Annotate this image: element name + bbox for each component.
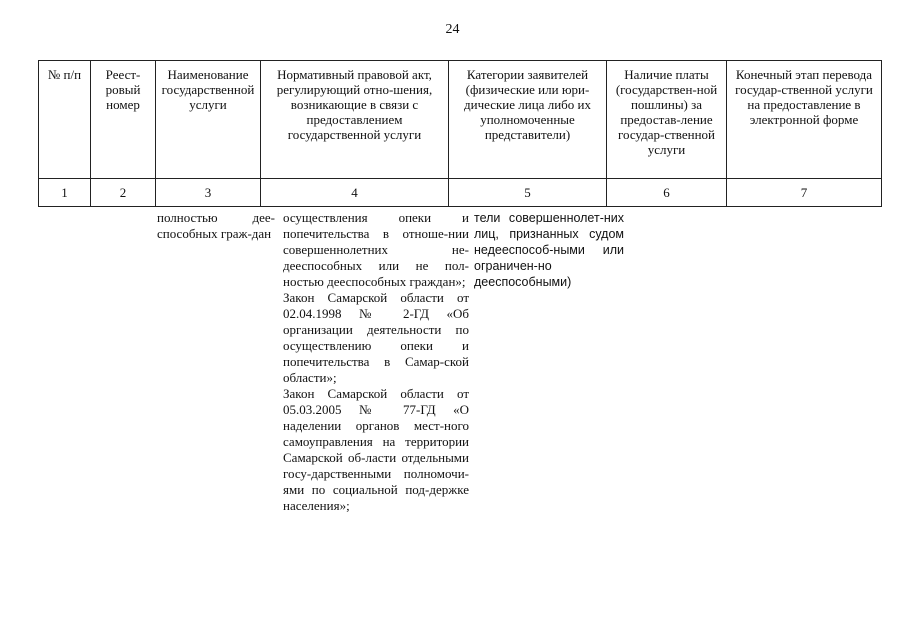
- column-number-6: 6: [607, 179, 727, 207]
- applicant-categories-continuation: [474, 210, 624, 290]
- header-service-name: Наименование государственной услуги: [156, 61, 261, 179]
- legal-act-paragraph-2: Закон Самарской области от 02.04.1998 № 2-ГД «Об организации деятельности по осуществлению опеки и попечительства в Самар-ской области»;: [283, 290, 469, 385]
- header-applicant-categories: Категории заявителей (физические или юри-дические лица либо их уполномоченные представители): [449, 61, 607, 179]
- column-number-7: 7: [727, 179, 882, 207]
- services-table: [38, 60, 882, 207]
- column-number-3: 3: [156, 179, 261, 207]
- service-name-text: полностью дее-способных граж-дан: [157, 210, 275, 241]
- header-registry-number: Реест-ровый номер: [91, 61, 156, 179]
- legal-act-paragraph-3: Закон Самарской области от 05.03.2005 № 77-ГД «О наделении органов мест-ного самоуправления на территории Самарской об-ласти отдельными госу-дарственными полномочи-ями по социальной под-держке населения»;: [283, 386, 469, 513]
- header-fee: Наличие платы (государствен-ной пошлины) за предостав-ление государ-ственной услуги: [607, 61, 727, 179]
- legal-act-paragraph-1: осуществления опеки и попечительства в отноше-нии совершеннолетних не-дееспособных или не пол-ностью дееспособных граждан»;: [283, 210, 469, 289]
- applicant-categories-text: тели совершеннолет-них лиц, признанных судом недееспособ-ными или ограничен-но дееспособными): [474, 211, 624, 289]
- legal-act-continuation: [283, 210, 469, 514]
- column-number-2: 2: [91, 179, 156, 207]
- header-number: № п/п: [39, 61, 91, 179]
- service-name-continuation: [157, 210, 275, 242]
- header-final-stage: Конечный этап перевода государ-ственной услуги на предоставление в электронной форме: [727, 61, 882, 179]
- page-number: 24: [445, 22, 460, 37]
- column-number-4: 4: [261, 179, 449, 207]
- header-row: [39, 61, 882, 179]
- column-numbers-row: [39, 179, 882, 207]
- header-legal-act: Нормативный правовой акт, регулирующий отно-шения, возникающие в связи с предоставлением государственной услуги: [261, 61, 449, 179]
- column-number-1: 1: [39, 179, 91, 207]
- column-number-5: 5: [449, 179, 607, 207]
